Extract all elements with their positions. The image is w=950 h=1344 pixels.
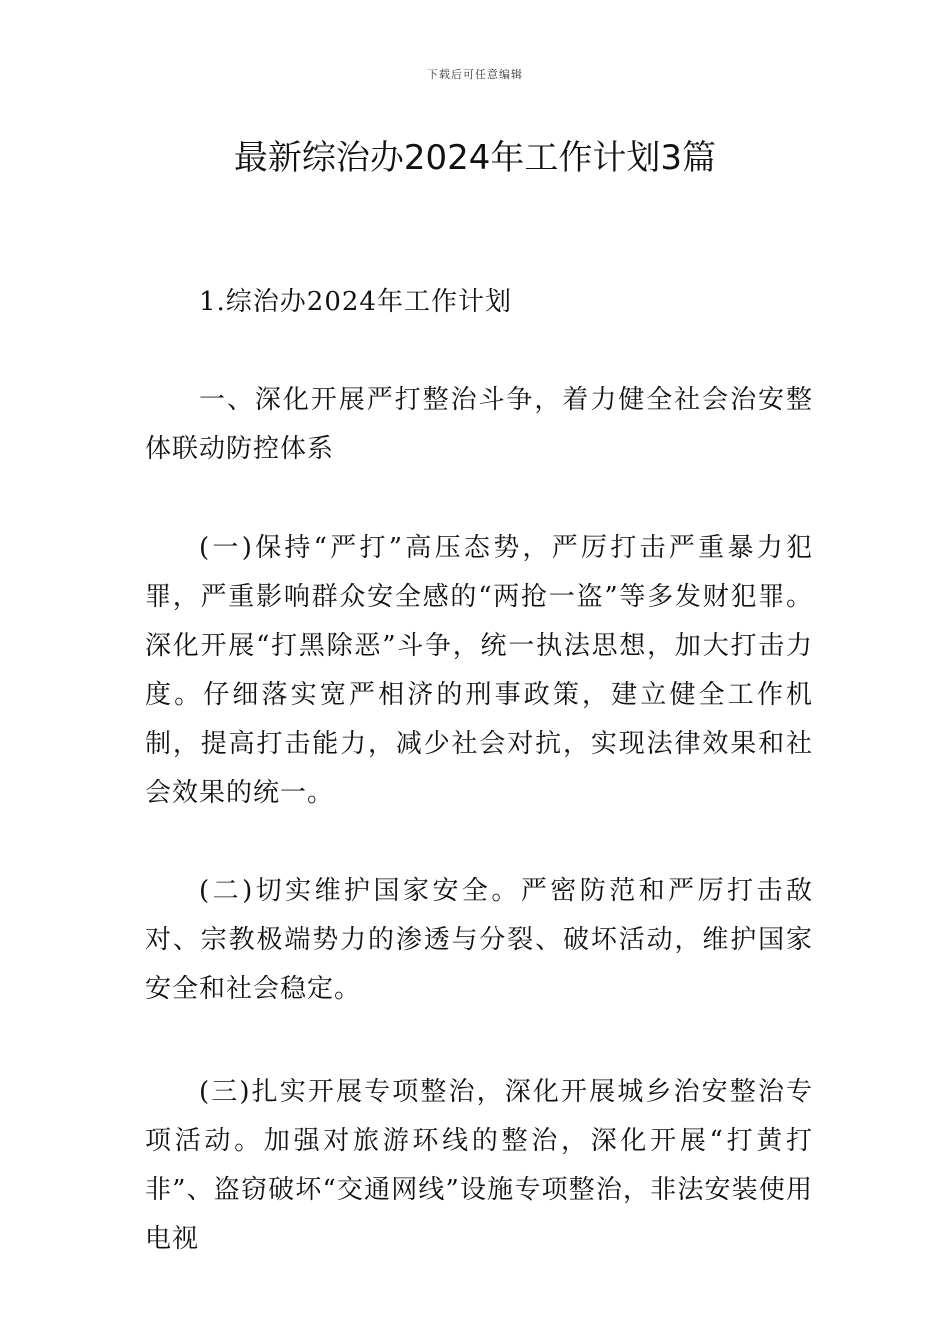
- paragraph-item-1: (一)保持“严打”高压态势，严厉打击严重暴力犯罪，严重影响群众安全感的“两抢一盗”等多发财犯罪。深化开展“打黑除恶”斗争，统一执法思想，加大打击力度。仔细落实宽严相济的刑事政策，建立健全工作机制，提高打击能力，减少社会对抗，实现法律效果和社会效果的统一。: [145, 533, 813, 808]
- section-heading-1: 一、深化开展严打整治斗争，着力健全社会治安整体联动防控体系: [145, 385, 813, 464]
- document-title: 最新综治办2024年工作计划3篇: [233, 138, 717, 178]
- section-subtitle: 1.综治办2024年工作计划: [199, 287, 512, 317]
- paragraph-item-3: (三)扎实开展专项整治，深化开展城乡治安整治专项活动。加强对旅游环线的整治，深化开展“打黄打非”、盗窃破坏“交通网线”设施专项整治，非法安装使用电视: [145, 1077, 813, 1254]
- paragraph-item-2: (二)切实维护国家安全。严密防范和严厉打击敌对、宗教极端势力的渗透与分裂、破坏活动，维护国家安全和社会稳定。: [145, 876, 813, 1004]
- header-note: 下载后可任意编辑: [427, 68, 523, 81]
